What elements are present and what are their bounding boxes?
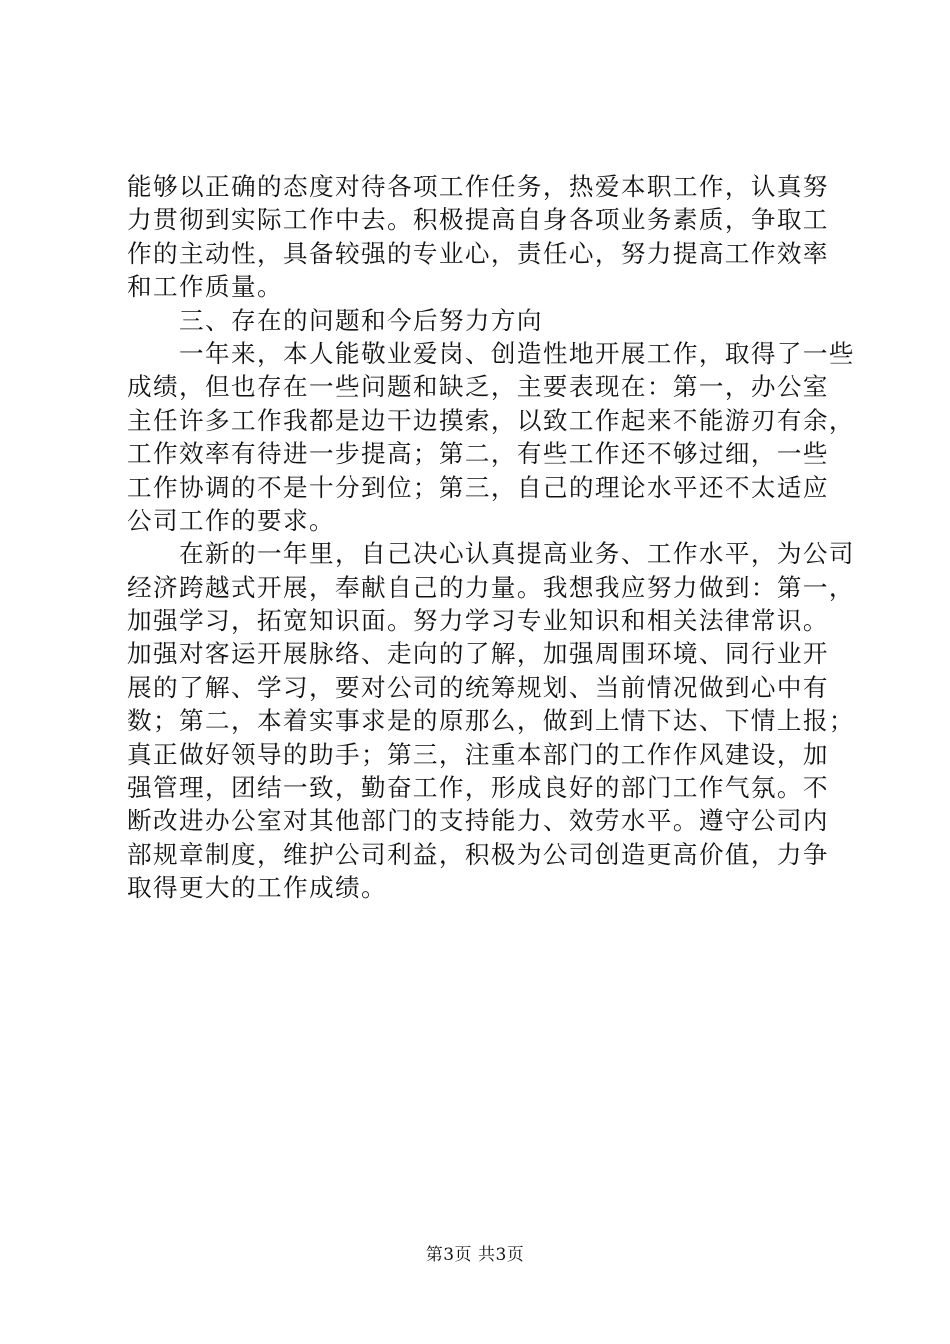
text-line-6: 一年来，本人能敬业爱岗、创造性地开展工作，取得了一些 (179, 338, 855, 368)
page-footer: 第3页 共3页 (425, 1245, 525, 1265)
document-body (127, 170, 855, 905)
text-line-11: 公司工作的要求。 (127, 505, 335, 535)
text-line-7: 成绩，但也存在一些问题和缺乏，主要表现在：第一，办公室 (127, 372, 829, 402)
text-line-4: 和工作质量。 (127, 272, 283, 302)
text-line-20: 断改进办公室对其他部门的支持能力、效劳水平。遵守公司内 (127, 806, 829, 836)
text-line-17: 数；第二，本着实事求是的原那么，做到上情下达、下情上报； (127, 706, 855, 736)
text-line-2: 力贯彻到实际工作中去。积极提高自身各项业务素质，争取工 (127, 205, 829, 235)
text-line-10: 工作协调的不是十分到位；第三，自己的理论水平还不太适应 (127, 472, 829, 502)
text-line-13: 经济跨越式开展，奉献自己的力量。我想我应努力做到：第一， (127, 572, 855, 602)
text-line-22: 取得更大的工作成绩。 (127, 873, 387, 903)
text-line-8: 主任许多工作我都是边干边摸索，以致工作起来不能游刃有余， (127, 405, 855, 435)
text-line-3: 作的主动性，具备较强的专业心，责任心，努力提高工作效率 (127, 238, 829, 268)
text-line-12: 在新的一年里，自己决心认真提高业务、工作水平，为公司 (179, 539, 855, 569)
text-line-14: 加强学习，拓宽知识面。努力学习专业知识和相关法律常识。 (127, 606, 829, 636)
text-line-15: 加强对客运开展脉络、走向的了解，加强周围环境、同行业开 (127, 639, 829, 669)
text-line-16: 展的了解、学习，要对公司的统筹规划、当前情况做到心中有 (127, 672, 829, 702)
text-line-18: 真正做好领导的助手；第三，注重本部门的工作作风建设，加 (127, 739, 829, 769)
text-line-1: 能够以正确的态度对待各项工作任务，热爱本职工作，认真努 (127, 172, 829, 201)
text-line-21: 部规章制度，维护公司利益，积极为公司创造更高价值，力争 (127, 839, 829, 869)
text-line-19: 强管理，团结一致，勤奋工作，形成良好的部门工作气氛。不 (127, 773, 829, 803)
text-line-9: 工作效率有待进一步提高；第二，有些工作还不够过细，一些 (127, 439, 829, 469)
section-heading: 三、存在的问题和今后努力方向 (179, 305, 543, 335)
